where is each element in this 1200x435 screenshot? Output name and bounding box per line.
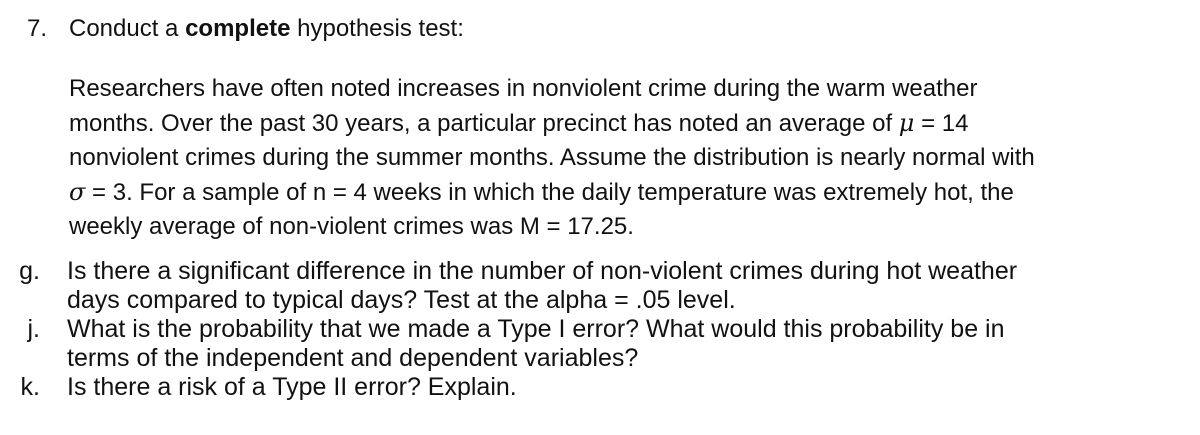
scenario-text: months. Over the past 30 years, a particular precinct has noted an average of xyxy=(69,110,899,137)
part-text xyxy=(67,373,1200,402)
part-line: terms of the independent and dependent variables? xyxy=(67,344,639,372)
scenario-paragraph xyxy=(69,72,1179,244)
heading-prefix: Conduct a xyxy=(69,15,186,42)
part-letter: k. xyxy=(20,373,40,401)
scenario-line: weekly average of non-violent crimes was M = 17.25. xyxy=(69,213,634,240)
heading-suffix: hypothesis test: xyxy=(290,15,464,42)
part-text xyxy=(67,257,1200,315)
question-part-k xyxy=(0,373,1200,402)
part-line: Is there a significant difference in the number of non-violent crimes during hot weather xyxy=(67,257,1018,285)
heading-emphasis: complete xyxy=(185,15,291,42)
question-number: 7. xyxy=(27,15,48,42)
part-line: What is the probability that we made a Type I error? What would this probability be in xyxy=(67,315,1005,343)
part-line: Is there a risk of a Type II error? Explain. xyxy=(67,373,517,401)
scenario-line: nonviolent crimes during the summer months. Assume the distribution is nearly normal with xyxy=(69,144,1035,171)
scenario-line xyxy=(69,106,1179,141)
scenario-text: = 14 xyxy=(914,110,969,137)
question-part-j xyxy=(0,315,1200,373)
sigma-symbol: σ xyxy=(69,178,86,206)
question-parts-list xyxy=(0,257,1200,402)
question-part-g xyxy=(0,257,1200,315)
part-line: days compared to typical days? Test at the alpha = .05 level. xyxy=(67,286,736,314)
part-letter: g. xyxy=(19,257,40,285)
scenario-text: = 3. For a sample of n = 4 weeks in which the daily temperature was extremely hot, the xyxy=(85,179,1014,206)
question-heading xyxy=(69,14,464,44)
scenario-line xyxy=(69,175,1179,210)
part-letter: j. xyxy=(27,315,40,343)
scenario-line: Researchers have often noted increases in nonviolent crime during the warm weather xyxy=(69,75,978,102)
part-text xyxy=(67,315,1200,373)
mu-symbol: μ xyxy=(898,109,915,137)
